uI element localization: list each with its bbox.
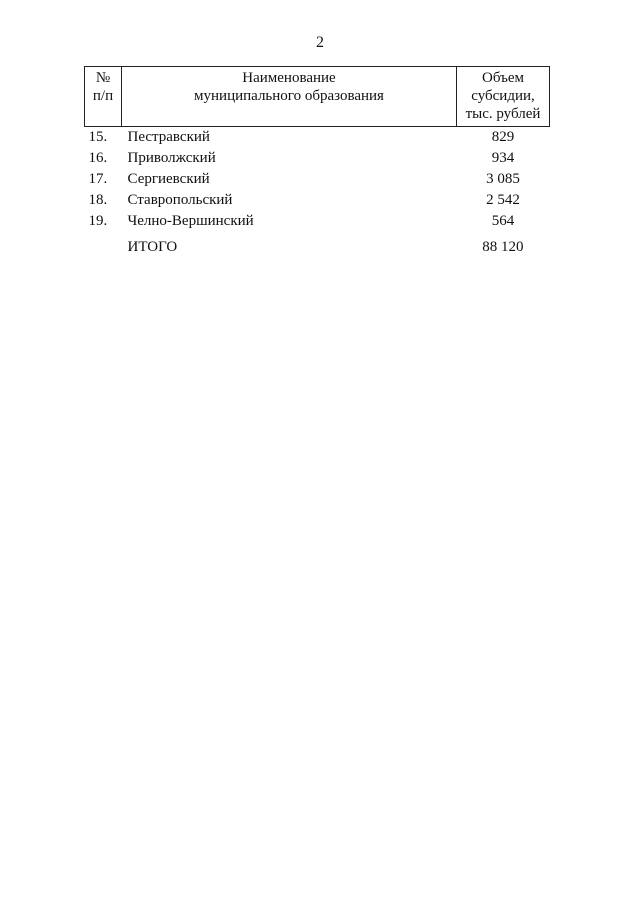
header-volume	[457, 67, 550, 127]
row-name: Челно-Вершинский	[127, 213, 254, 229]
table-row	[85, 211, 550, 232]
row-number: 15.	[88, 129, 108, 145]
row-value: 2 542	[486, 192, 520, 208]
row-number: 19.	[88, 213, 108, 229]
page-number: 2	[316, 34, 324, 51]
table-row	[85, 148, 550, 169]
table-row	[85, 169, 550, 190]
header-name-line-1: Наименование	[242, 70, 336, 86]
row-name: Приволжский	[127, 150, 216, 166]
row-number: 18.	[88, 192, 108, 208]
subsidy-table	[84, 66, 550, 258]
total-row	[85, 232, 550, 258]
header-volume-line-2: субсидии,	[471, 88, 535, 104]
row-number: 16.	[88, 150, 108, 166]
header-name	[122, 67, 457, 127]
header-volume-line-1: Объем	[482, 70, 524, 86]
table-row	[85, 127, 550, 149]
total-empty-cell	[85, 232, 122, 258]
total-value: 88 120	[482, 239, 524, 255]
header-number	[85, 67, 122, 127]
row-value: 934	[491, 150, 515, 166]
row-value: 3 085	[486, 171, 520, 187]
total-label: ИТОГО	[127, 239, 178, 255]
row-value: 564	[491, 213, 515, 229]
row-name: Ставропольский	[127, 192, 233, 208]
header-number-line-2: п/п	[92, 88, 114, 104]
header-name-line-2: муниципального образования	[194, 88, 384, 104]
row-name: Пестравский	[127, 129, 210, 145]
table-row	[85, 190, 550, 211]
table-header-row	[85, 67, 550, 127]
header-volume-line-3: тыс. рублей	[465, 106, 541, 122]
row-number: 17.	[88, 171, 108, 187]
row-value: 829	[491, 129, 515, 145]
header-number-line-1: №	[95, 70, 111, 86]
row-name: Сергиевский	[127, 171, 210, 187]
